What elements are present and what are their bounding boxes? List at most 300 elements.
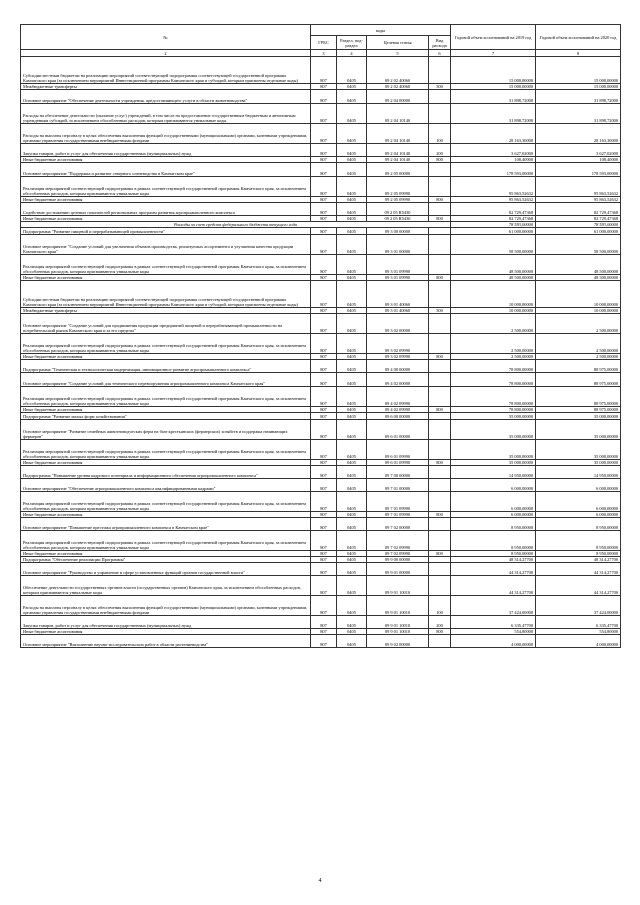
row-grbs: 807 [311,216,337,222]
row-target: 09 2 05 00000 [367,163,429,177]
row-grbs: 807 [311,373,337,387]
row-amount-2020: 108,40000 [536,157,621,163]
header-codes: коды [311,25,451,36]
header-2020: Годовой объем ассигнований на 2020 год [536,25,621,50]
row-name: Реализация мероприятий соответствующей подпрограммы в рамках соответствующей государственной программы Камчатского края, за исключением обособленных расходов, которым присваиваются уникальные коды [21,387,311,407]
row-amount-2019: 14 950,00000 [451,466,536,479]
row-target: 09 7 02 09990 [367,551,429,557]
row-section: 0405 [337,420,367,440]
row-amount-2020: 37 424,00000 [536,596,621,616]
row-amount-2020: 35 000,00000 [536,413,621,420]
row-name: Основное мероприятие "Обеспечение агропромышленного комплекса квалифицированными кадрами" [21,479,311,492]
colnum-8: 8 [536,50,621,57]
row-section: 0405 [337,308,367,314]
row-section: 0405 [337,216,367,222]
row-type [429,466,451,479]
row-type [429,492,451,512]
row-amount-2020: 14 950,00000 [536,466,621,479]
row-name: Расходы на обеспечение деятельности (оказание услуг) учреждений, в том числе на предоставление государственным бюджетным и автономным учреждениям субсидий, за исключением обособленных расходов, которым присваиваются уникальные коды [21,104,311,124]
row-target: 09 3 02 09990 [367,334,429,354]
table-row [21,228,621,235]
row-name: Субсидии местным бюджетам на реализацию мероприятий соответствующей подпрограммы соответствующей государственной программы Камчатского края (за исключением мероприятий Инвестиционной программы Камчатского края и субсидий, которым присвоены отдельные коды) [21,281,311,308]
row-name: Основное мероприятие "Развитие семейных животноводческих ферм на базе крестьянских (фермерских) хозяйств и поддержка начинающих фермеров" [21,420,311,440]
row-type: 800 [429,354,451,360]
row-section: 0405 [337,255,367,275]
table-row [21,596,621,616]
row-target: 09 6 00 00000 [367,413,429,420]
row-amount-2019: 78 593,00000 [451,222,536,228]
row-type [429,228,451,235]
table-row [21,557,621,563]
row-grbs: 807 [311,512,337,518]
row-section: 0405 [337,228,367,235]
row-type: 100 [429,124,451,144]
row-target: 09 2 04 10140 [367,157,429,163]
row-name: Основное мероприятие "Поддержка и развитие северного оленеводства в Камчатском крае" [21,163,311,177]
row-grbs: 807 [311,90,337,104]
row-name: Реализация мероприятий соответствующей подпрограммы в рамках соответствующей государственной программы Камчатского края, за исключением обособленных расходов, которым присваиваются уникальные коды [21,177,311,197]
row-grbs: 807 [311,163,337,177]
row-target: 09 2 05 R5430 [367,216,429,222]
row-section: 0405 [337,387,367,407]
row-amount-2019: 44 314,27700 [451,563,536,576]
row-target: 09 9 01 10010 [367,596,429,616]
header-target: Целевая статья [367,36,429,50]
row-section: 0405 [337,90,367,104]
row-section: 0405 [337,635,367,648]
row-type: 800 [429,216,451,222]
table-row [21,281,621,308]
row-amount-2019: 35 000,00000 [451,413,536,420]
row-target: 09 7 01 09990 [367,492,429,512]
table-row [21,144,621,157]
row-amount-2020: 82 729,47368 [536,203,621,216]
row-grbs: 807 [311,360,337,373]
row-section: 0405 [337,177,367,197]
row-section: 0405 [337,197,367,203]
row-section: 0405 [337,104,367,124]
row-target: 09 9 02 00000 [367,635,429,648]
row-grbs: 807 [311,354,337,360]
row-amount-2020: 8 950,00000 [536,531,621,551]
row-target: 09 6 01 09990 [367,440,429,460]
row-target: 09 3 01 09990 [367,255,429,275]
row-amount-2019: 28 163,30000 [451,124,536,144]
row-section: 0405 [337,203,367,216]
row-grbs: 807 [311,460,337,466]
table-row [21,255,621,275]
row-amount-2020: 554,80000 [536,629,621,635]
row-amount-2020: 61 000,00000 [536,228,621,235]
row-section: 0405 [337,413,367,420]
row-name: Иные бюджетные ассигнования [21,216,311,222]
row-section: 0405 [337,518,367,531]
row-amount-2020: 88 975,00000 [536,360,621,373]
row-target: 09 3 01 09990 [367,275,429,281]
row-type [429,518,451,531]
row-target: 09 2 04 10140 [367,124,429,144]
table-row [21,531,621,551]
row-amount-2019: 15 000,00000 [451,84,536,90]
row-amount-2020: 35 000,00000 [536,440,621,460]
row-type [429,90,451,104]
row-amount-2020: 35 000,00000 [536,460,621,466]
row-name: Расходы за счет средств федерального бюджета текущего года [21,222,451,228]
colnum-3: 3 [311,50,337,57]
row-amount-2020: 2 500,00000 [536,334,621,354]
colnum-6: 6 [429,50,451,57]
header-section: Раздел, под-раздел [337,36,367,50]
row-amount-2019: 48 500,00000 [451,255,536,275]
row-section: 0405 [337,512,367,518]
row-type [429,420,451,440]
row-amount-2019: 10 000,00000 [451,281,536,308]
row-grbs: 807 [311,440,337,460]
row-section: 0405 [337,281,367,308]
row-type [429,440,451,460]
row-name: Обеспечение деятельности государственных органов власти (государственных органов) Камчатского края, за исключением обособленных расходов, которым присваиваются уникальные коды [21,576,311,596]
row-amount-2019: 58 500,00000 [451,235,536,255]
row-section: 0405 [337,354,367,360]
row-section: 0405 [337,124,367,144]
row-amount-2019: 6 000,00000 [451,479,536,492]
row-name: Иные бюджетные ассигнования [21,197,311,203]
row-target: 09 2 04 10140 [367,144,429,157]
row-grbs: 807 [311,492,337,512]
row-amount-2019: 44 314,27700 [451,576,536,596]
table-row [21,314,621,334]
row-amount-2019: 48 314,27700 [451,557,536,563]
row-grbs: 807 [311,57,337,84]
row-type [429,314,451,334]
row-name: Реализация мероприятий соответствующей подпрограммы в рамках соответствующей государственной программы Камчатского края, за исключением обособленных расходов, которым присваиваются уникальные коды [21,531,311,551]
row-grbs: 807 [311,407,337,413]
row-type [429,413,451,420]
row-section: 0405 [337,551,367,557]
table-row [21,57,621,84]
colnum-7: 7 [451,50,536,57]
row-type [429,360,451,373]
row-grbs: 807 [311,563,337,576]
row-grbs: 807 [311,235,337,255]
table-row [21,563,621,576]
row-amount-2019: 6 000,00000 [451,492,536,512]
colnum-4: 4 [337,50,367,57]
row-type [429,177,451,197]
row-name: Расходы на выплаты персоналу в целях обеспечения выполнения функций государственными (муниципальными) органами, казенными учреждениями, органами управления государственными внебюджетными фондами [21,124,311,144]
row-grbs: 807 [311,177,337,197]
row-name: Закупка товаров, работ и услуг для обеспечения государственных (муниципальных) нужд [21,616,311,629]
row-amount-2019: 78 800,00000 [451,407,536,413]
row-target: 09 2 04 00000 [367,90,429,104]
row-amount-2019: 4 000,00000 [451,635,536,648]
row-grbs: 807 [311,596,337,616]
row-type: 500 [429,84,451,90]
row-target: 09 3 01 40060 [367,281,429,308]
row-name: Межбюджетные трансферты [21,84,311,90]
row-target: 09 4 00 00000 [367,360,429,373]
row-section: 0405 [337,57,367,84]
row-grbs: 807 [311,531,337,551]
table-row [21,635,621,648]
row-amount-2019: 95 863,52632 [451,177,536,197]
row-amount-2020: 82 729,47368 [536,216,621,222]
row-section: 0405 [337,479,367,492]
row-target: 09 9 01 10010 [367,576,429,596]
table-row [21,440,621,460]
row-type: 800 [429,197,451,203]
row-target: 09 4 02 09990 [367,407,429,413]
row-target: 09 2 04 10140 [367,104,429,124]
row-amount-2020: 88 975,00000 [536,373,621,387]
row-amount-2019: 8 950,00000 [451,531,536,551]
row-target: 09 2 02 40060 [367,84,429,90]
row-type: 100 [429,596,451,616]
row-section: 0405 [337,84,367,90]
row-amount-2020: 44 314,27700 [536,563,621,576]
row-section: 0405 [337,334,367,354]
row-grbs: 807 [311,557,337,563]
row-section: 0405 [337,629,367,635]
table-body [21,57,621,648]
row-type [429,334,451,354]
table-row [21,124,621,144]
header-grbs: ГРБС [311,36,337,50]
row-grbs: 807 [311,420,337,440]
row-type: 800 [429,157,451,163]
row-type: 800 [429,629,451,635]
row-target: 09 4 02 00000 [367,373,429,387]
table-row [21,360,621,373]
row-name: Основное мероприятие "Обеспечение деятельности учреждения, предоставляющего услуги в области животноводства" [21,90,311,104]
row-amount-2020: 178 593,00000 [536,163,621,177]
row-amount-2020: 78 593,00000 [536,222,621,228]
row-name: Подпрограмма "Повышение уровня кадрового потенциала и информационного обеспечения агропромышленного комплекса" [21,466,311,479]
row-target: 09 4 02 09990 [367,387,429,407]
row-target: 09 3 02 00000 [367,314,429,334]
row-target: 09 7 02 09990 [367,531,429,551]
row-amount-2020: 6 000,00000 [536,492,621,512]
row-type: 800 [429,551,451,557]
row-section: 0405 [337,373,367,387]
row-target: 09 9 01 10010 [367,616,429,629]
row-amount-2020: 6 000,00000 [536,479,621,492]
row-type [429,203,451,216]
row-amount-2019: 8 950,00000 [451,518,536,531]
row-grbs: 807 [311,157,337,163]
row-target: 09 3 00 00000 [367,228,429,235]
row-grbs: 807 [311,308,337,314]
table-row [21,177,621,197]
row-name: Основное мероприятие "Руководство и управление в сфере установленных функций органов государственной власти" [21,563,311,576]
row-grbs: 807 [311,616,337,629]
row-amount-2020: 48 500,00000 [536,255,621,275]
row-amount-2020: 44 314,27700 [536,576,621,596]
table-row [21,518,621,531]
row-grbs: 807 [311,466,337,479]
row-grbs: 807 [311,518,337,531]
row-amount-2020: 15 000,00000 [536,84,621,90]
row-grbs: 807 [311,413,337,420]
row-target: 09 3 02 09990 [367,354,429,360]
row-target: 09 6 01 00000 [367,420,429,440]
row-grbs: 807 [311,275,337,281]
row-amount-2020: 8 950,00000 [536,551,621,557]
row-name: Иные бюджетные ассигнования [21,460,311,466]
row-amount-2020: 88 975,00000 [536,407,621,413]
row-amount-2020: 2 500,00000 [536,314,621,334]
row-amount-2019: 35 000,00000 [451,440,536,460]
row-type [429,373,451,387]
row-amount-2019: 10 000,00000 [451,308,536,314]
row-type [429,163,451,177]
row-target: 09 7 02 00000 [367,518,429,531]
column-number-row [21,50,621,57]
row-amount-2020: 15 000,00000 [536,57,621,84]
row-section: 0405 [337,596,367,616]
row-amount-2019: 15 000,00000 [451,57,536,84]
row-section: 0405 [337,460,367,466]
table-row [21,413,621,420]
row-section: 0405 [337,466,367,479]
row-type [429,563,451,576]
row-name: Расходы на выплаты персоналу в целях обеспечения выполнения функций государственными (муниципальными) органами, казенными учреждениями, органами управления государственными внебюджетными фондами [21,596,311,616]
row-target: 09 2 05 R5430 [367,203,429,216]
row-name: Иные бюджетные ассигнования [21,407,311,413]
row-target: 09 7 01 09990 [367,512,429,518]
row-section: 0405 [337,235,367,255]
row-amount-2019: 3 627,02000 [451,144,536,157]
row-amount-2019: 31 898,72000 [451,90,536,104]
row-section: 0405 [337,275,367,281]
document-page [20,24,620,648]
row-section: 0405 [337,314,367,334]
row-target: 09 2 05 09990 [367,177,429,197]
row-type [429,235,451,255]
row-type [429,104,451,124]
row-amount-2020: 28 163,30000 [536,124,621,144]
row-grbs: 807 [311,228,337,235]
row-name: Иные бюджетные ассигнования [21,157,311,163]
table-row [21,420,621,440]
colnum-2: 2 [21,50,311,57]
row-amount-2020: 95 863,52632 [536,197,621,203]
row-type [429,255,451,275]
row-type [429,635,451,648]
table-row [21,616,621,629]
row-grbs: 807 [311,203,337,216]
row-type: 200 [429,144,451,157]
row-amount-2020: 2 500,00000 [536,354,621,360]
row-grbs: 807 [311,551,337,557]
row-amount-2020: 48 500,00000 [536,275,621,281]
row-section: 0405 [337,157,367,163]
row-amount-2019: 6 335,47700 [451,616,536,629]
row-grbs: 807 [311,255,337,275]
row-amount-2019: 554,80000 [451,629,536,635]
row-grbs: 807 [311,314,337,334]
page-number: 4 [318,878,322,884]
row-type: 800 [429,407,451,413]
row-name: Основное мероприятие "Выполнение научно-исследовательских работ в области растениеводства" [21,635,311,648]
row-amount-2019: 6 000,00000 [451,512,536,518]
table-row [21,163,621,177]
row-name: Подпрограмма "Развитие пищевой и перерабатывающей промышленности" [21,228,311,235]
row-grbs: 807 [311,635,337,648]
row-grbs: 807 [311,629,337,635]
row-amount-2019: 48 500,00000 [451,275,536,281]
row-grbs: 807 [311,104,337,124]
row-amount-2019: 2 500,00000 [451,314,536,334]
row-name: Субсидии местным бюджетам на реализацию мероприятий соответствующей подпрограммы соответствующей государственной программы Камчатского края (за исключением мероприятий Инвестиционной программы Камчатского края и субсидий, которым присвоены отдельные коды) [21,57,311,84]
row-amount-2019: 2 500,00000 [451,354,536,360]
table-row [21,492,621,512]
row-amount-2020: 35 000,00000 [536,420,621,440]
header-2019: Годовой объем ассигнований на 2019 год [451,25,536,50]
row-target: 09 9 01 00000 [367,563,429,576]
table-row [21,334,621,354]
colnum-5: 5 [367,50,429,57]
row-section: 0405 [337,407,367,413]
row-type [429,281,451,308]
row-amount-2020: 3 627,02000 [536,144,621,157]
table-row [21,235,621,255]
row-section: 0405 [337,563,367,576]
row-grbs: 807 [311,387,337,407]
row-name: Подпрограмма "Техническая и технологическая модернизация, инновационное развитие агропромышленного комплекса" [21,360,311,373]
row-grbs: 807 [311,281,337,308]
row-section: 0405 [337,616,367,629]
row-amount-2020: 31 898,72000 [536,90,621,104]
row-amount-2020: 88 975,00000 [536,387,621,407]
row-type [429,531,451,551]
row-amount-2019: 108,40000 [451,157,536,163]
row-name: Иные бюджетные ассигнования [21,354,311,360]
row-section: 0405 [337,360,367,373]
row-name: Иные бюджетные ассигнования [21,551,311,557]
row-name: Закупка товаров, работ и услуг для обеспечения государственных (муниципальных) нужд [21,144,311,157]
row-amount-2019: 2 500,00000 [451,334,536,354]
table-row [21,479,621,492]
table-row [21,373,621,387]
row-amount-2019: 95 863,52632 [451,197,536,203]
row-section: 0405 [337,492,367,512]
table-row [21,90,621,104]
row-grbs: 807 [311,84,337,90]
row-name: Иные бюджетные ассигнования [21,512,311,518]
row-type [429,387,451,407]
row-amount-2019: 78 800,00000 [451,360,536,373]
row-name: Иные бюджетные ассигнования [21,275,311,281]
row-target: 09 3 01 40060 [367,308,429,314]
row-amount-2020: 6 335,47700 [536,616,621,629]
row-grbs: 807 [311,197,337,203]
row-amount-2020: 95 863,52632 [536,177,621,197]
row-section: 0405 [337,144,367,157]
row-target: 09 7 01 00000 [367,479,429,492]
row-target: 09 6 01 09990 [367,460,429,466]
row-section: 0405 [337,163,367,177]
row-amount-2019: 178 593,00000 [451,163,536,177]
row-name: Подпрограмма "Развитие малых форм хозяйствования" [21,413,311,420]
row-grbs: 807 [311,576,337,596]
table-row [21,104,621,124]
row-amount-2020: 10 000,00000 [536,308,621,314]
row-target: 09 3 01 00000 [367,235,429,255]
row-amount-2020: 10 000,00000 [536,281,621,308]
budget-table [20,24,621,648]
table-row [21,576,621,596]
